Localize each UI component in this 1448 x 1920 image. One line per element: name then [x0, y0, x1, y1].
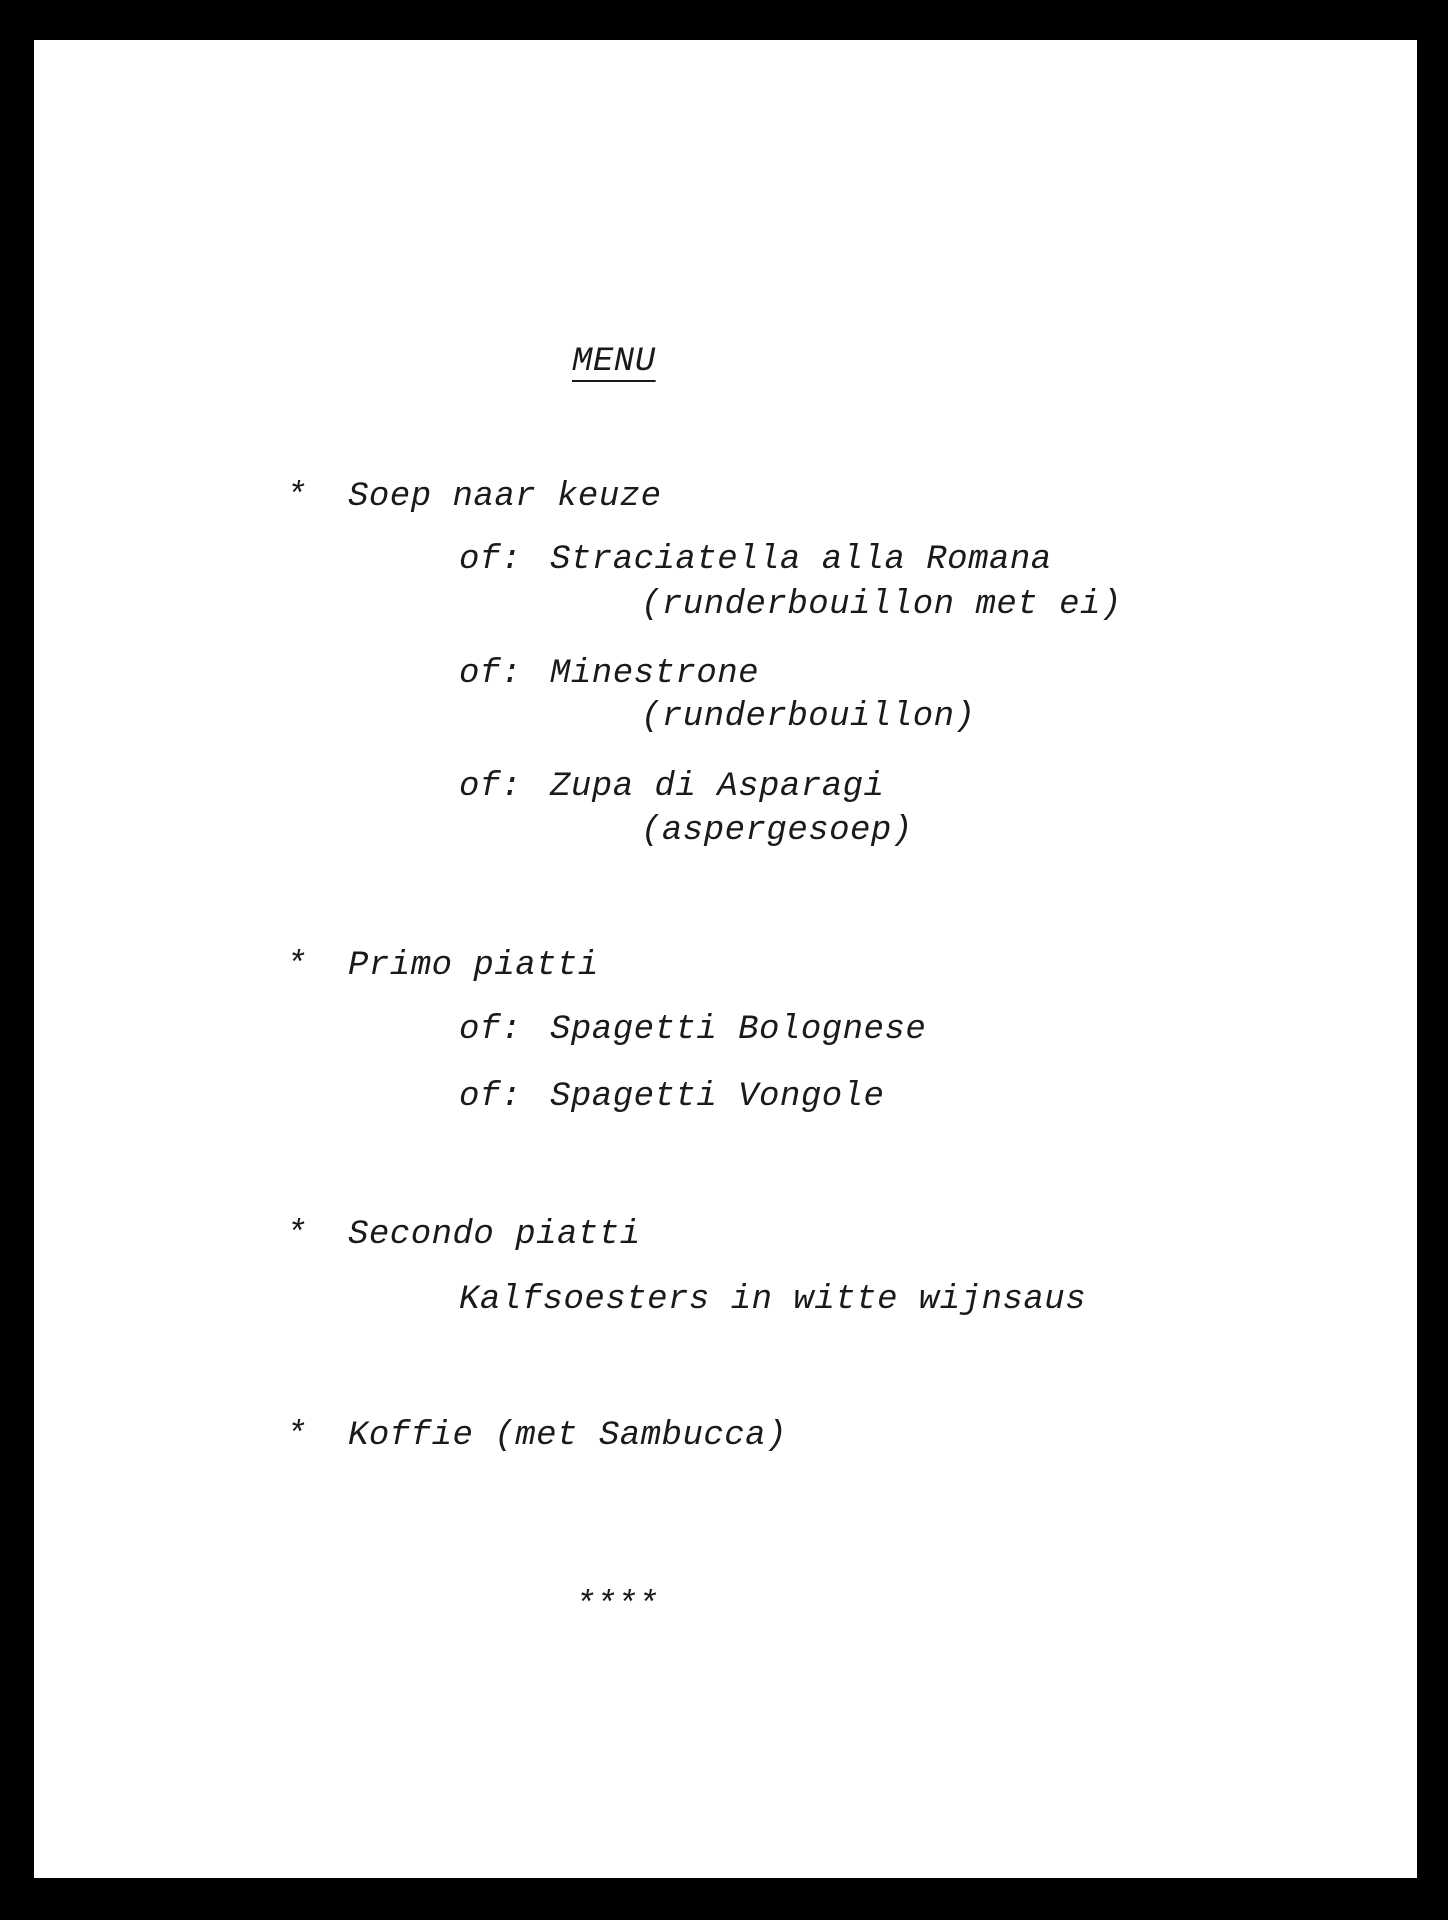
section-heading-koffie: Koffie (met Sambucca) — [348, 1417, 787, 1455]
option-note: (aspergesoep) — [641, 812, 913, 850]
option-name: Minestrone — [550, 655, 760, 693]
option-prefix: of: — [459, 1078, 522, 1116]
option-name: Zupa di Asparagi — [550, 768, 885, 806]
section-heading-secondo: Secondo piatti — [348, 1216, 641, 1254]
section-heading-primo: Primo piatti — [348, 947, 599, 985]
section-bullet: * — [286, 1417, 307, 1455]
option-note: (runderbouillon) — [641, 698, 976, 736]
option-note: (runderbouillon met ei) — [641, 586, 1122, 624]
menu-footer-stars: **** — [575, 1587, 659, 1625]
section-heading-soep: Soep naar keuze — [348, 478, 662, 516]
section-bullet: * — [286, 947, 307, 985]
menu-page — [34, 40, 1417, 1878]
option-name: Straciatella alla Romana — [550, 541, 1052, 579]
option-name: Kalfsoesters in witte wijnsaus — [459, 1281, 1087, 1319]
option-prefix: of: — [459, 1011, 522, 1049]
menu-title: MENU — [572, 343, 656, 381]
option-prefix: of: — [459, 768, 522, 806]
section-bullet: * — [286, 478, 307, 516]
option-prefix: of: — [459, 655, 522, 693]
option-prefix: of: — [459, 541, 522, 579]
option-name: Spagetti Bolognese — [550, 1011, 927, 1049]
option-name: Spagetti Vongole — [550, 1078, 885, 1116]
section-bullet: * — [286, 1216, 307, 1254]
